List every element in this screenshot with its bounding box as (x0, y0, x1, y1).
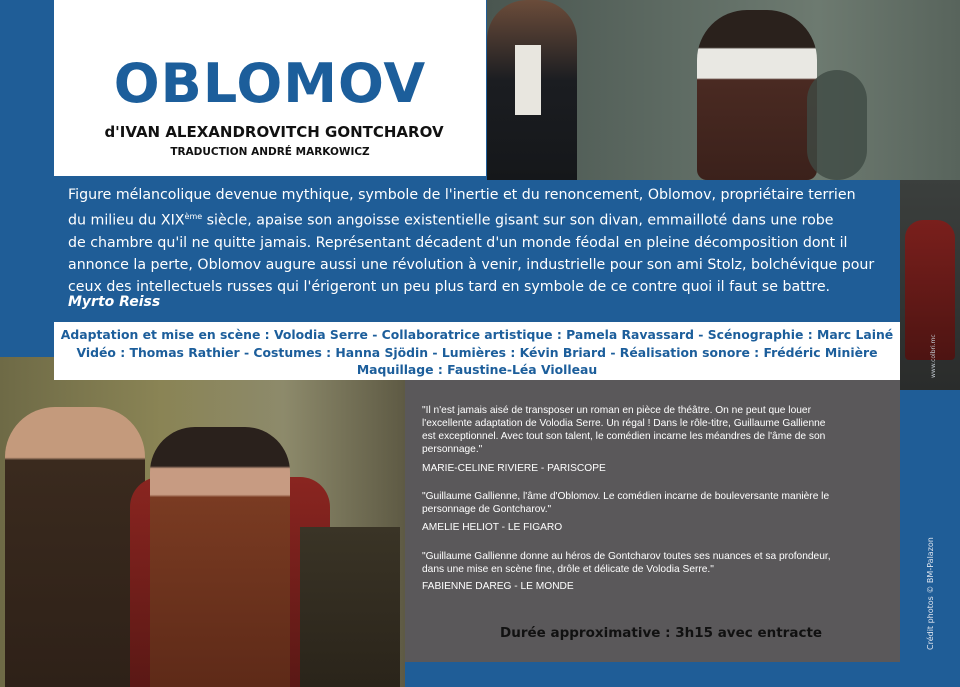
review-quote: "Il n'est jamais aisé de transposer un roman en pièce de théâtre. On ne peut que louer l'excellente adaptation de Volodia Serre. Un régal ! Dans le rôle-titre, Guillaume Gallienne est exceptionnel. Avec tout son talent, le comédien incarne les méandres de l'âme de son personnage." (422, 405, 826, 455)
synopsis-signature: Myrto Reiss (68, 294, 161, 310)
shirt-detail (515, 45, 541, 115)
stage-props (300, 527, 400, 687)
synopsis-line: Figure mélancolique devenue mythique, symbole de l'inertie et du renoncement, Oblomov, propriétaire terrien (68, 187, 856, 203)
title-box (54, 0, 486, 176)
synopsis-line: de chambre qu'il ne quitte jamais. Représentant décadent d'un monde féodal en pleine décomposition dont il (68, 234, 848, 251)
actor-figure (5, 407, 145, 687)
review-source: AMELIE HELIOT - LE FIGARO (422, 522, 563, 533)
author-line: d'IVAN ALEXANDROVITCH GONTCHAROV (104, 123, 444, 141)
review-source: FABIENNE DAREG - LE MONDE (422, 581, 574, 592)
synopsis-line: annonce la perte, Oblomov augure aussi une révolution à venir, industrielle pour son ami Stolz, bolchévique pour (68, 256, 875, 273)
review-quote: "Guillaume Gallienne donne au héros de Gontcharov toutes ses nuances et sa profondeur, dans une mise en scène fine, drôle et délicate de Volodia Serre." (422, 551, 831, 575)
stage-photo-bottom (0, 357, 405, 687)
synopsis (68, 184, 894, 298)
credits-line: Maquillage : Faustine-Léa Violleau (356, 362, 598, 377)
synopsis-line: du milieu du XIXème siècle, apaise son angoisse existentielle gisant sur son divan, emmailloté dans une robe (68, 212, 834, 229)
synopsis-line: ceux des intellectuels russes qui l'érigeront un peu plus tard en symbole de ce contre quoi il faut se battre. (68, 278, 831, 295)
review-source: MARIE-CELINE RIVIERE - PARISCOPE (422, 463, 606, 474)
credits-line: Vidéo : Thomas Rathier - Costumes : Hanna Sjödin - Lumières : Kévin Briard - Réalisation sonore : Frédéric Minière (76, 345, 878, 360)
credits-box (54, 322, 900, 380)
play-title: OBLOMOV (113, 52, 427, 115)
designer-credit: www.colbri.mc (930, 334, 937, 378)
actor-figure (150, 427, 290, 687)
duration: Durée approximative : 3h15 avec entracte (500, 625, 823, 641)
press-reviews (405, 380, 900, 662)
translation-line: TRADUCTION ANDRÉ MARKOWICZ (170, 146, 370, 158)
actor-figure (697, 10, 817, 180)
stage-photo-top (487, 0, 960, 180)
stage-shadow (807, 70, 867, 180)
photo-credit: Crédit photos © BM-Palazon (926, 537, 935, 650)
review-quote: "Guillaume Gallienne, l'âme d'Oblomov. Le comédien incarne de bouleversante manière le personnage de Gontcharov." (422, 491, 830, 515)
credits-line: Adaptation et mise en scène : Volodia Serre - Collaboratrice artistique : Pamela Ravassard - Scénographie : Marc Lainé (60, 327, 894, 342)
